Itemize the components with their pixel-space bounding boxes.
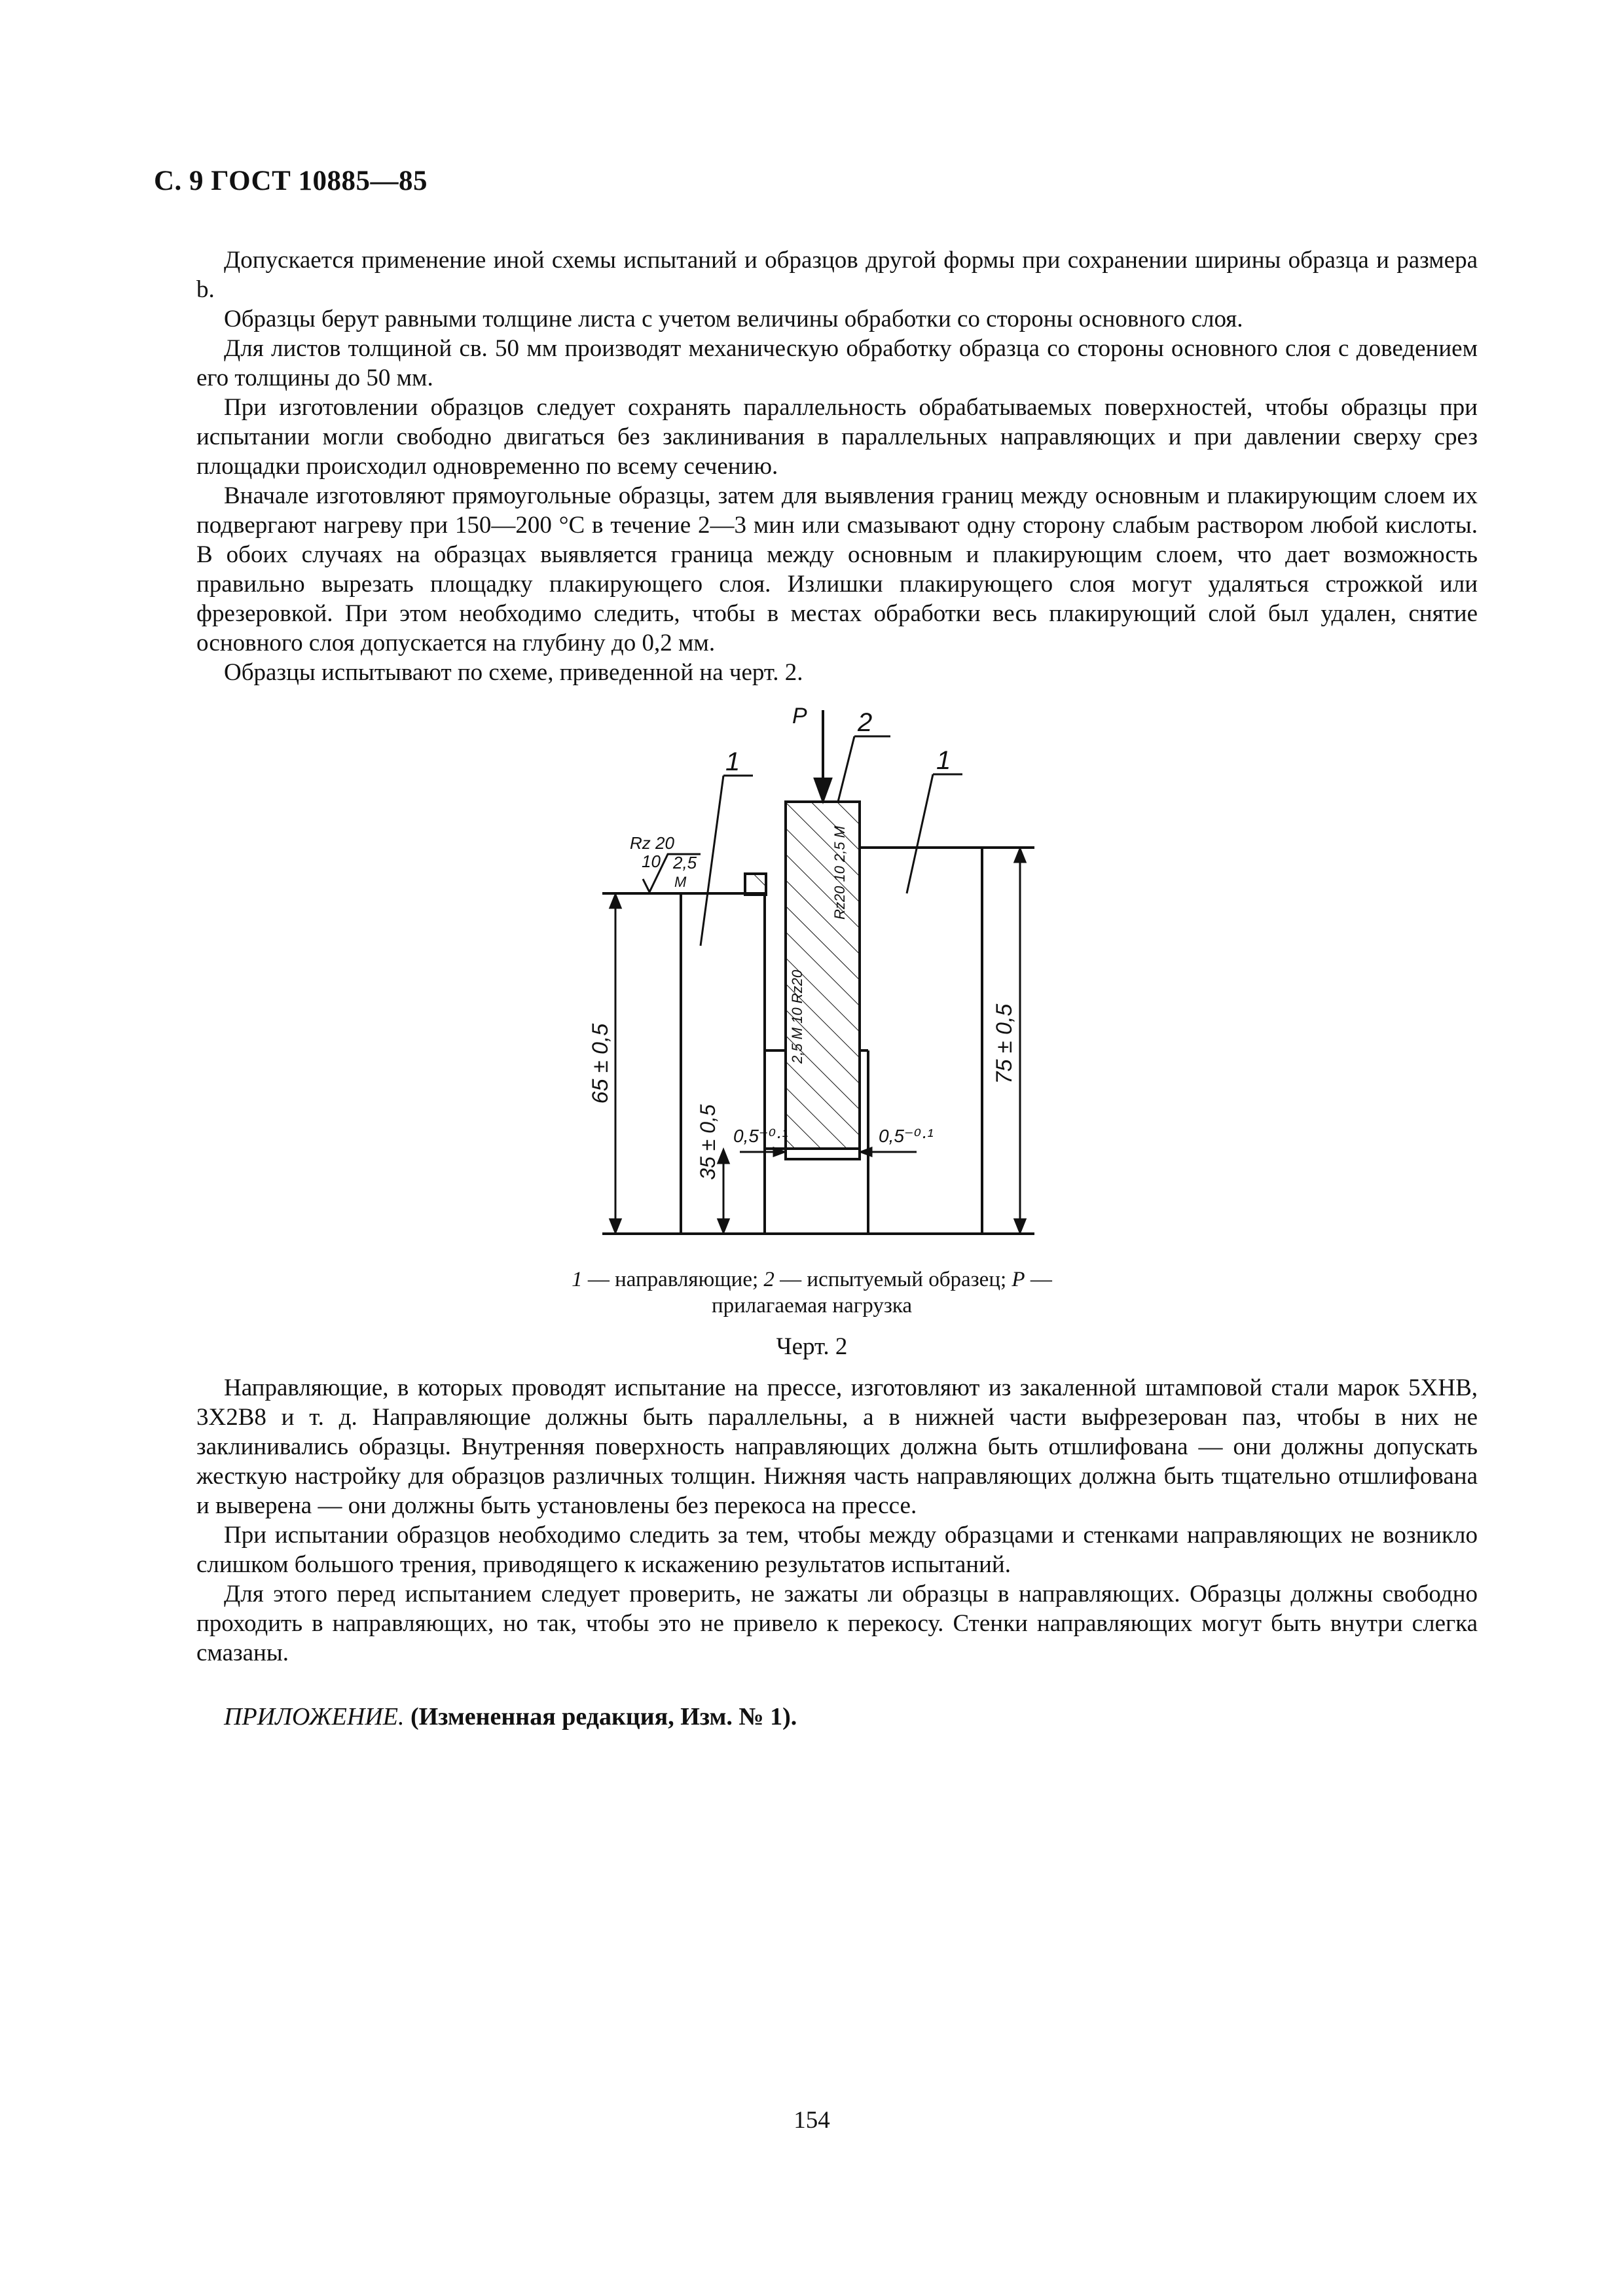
figure-caption: Черт. 2 (776, 1333, 848, 1360)
legend-text-1: — направляющие; (582, 1268, 764, 1291)
text-block-bottom (196, 1373, 1478, 1668)
load-label: P (792, 704, 807, 728)
label-guide-left: 1 (725, 747, 740, 776)
paragraph: Образцы испытывают по схеме, приведенной на черт. 2. (224, 659, 803, 686)
paragraph: Допускается применение иной схемы испытаний и образцов другой формы при сохранении ширины образца и размера b. (196, 247, 1478, 303)
roughness-specimen-bottom: 2,5 M 10 Rz20 (789, 969, 805, 1064)
paragraph: Образцы берут равными толщине листа с учетом величины обработки со стороны основного слоя. (224, 306, 1243, 332)
label-specimen: 2 (858, 708, 873, 737)
roughness-25: 2,5 (673, 853, 697, 872)
roughness-rz: Rz 20 (630, 833, 674, 853)
amendment-italic: ПРИЛОЖЕНИЕ. (224, 1703, 405, 1731)
page-header: С. 9 ГОСТ 10885—85 (154, 166, 428, 196)
plating-pad (745, 874, 766, 895)
legend-num-1: 1 (572, 1268, 583, 1291)
paragraph: При изготовлении образцов следует сохранять параллельность обрабатываемых поверхностей, чтобы образцы при испытании могли свободно двигаться без заклинивания в параллельных направляющих и при давлении сверху срез площадки происходил одновременно по всему сечению. (196, 394, 1478, 480)
roughness-m: M (674, 874, 687, 890)
dim-75: 75 ± 0,5 (992, 1003, 1017, 1085)
paragraph: Направляющие, в которых проводят испытание на прессе, изготовляют из закаленной штамповой стали марок 5ХНВ, 3Х2В8 и т. д. Направляющие должны быть параллельны, а в нижней части выфрезерован паз, чтобы в них не заклинивались образцы. Внутренняя поверхность направляющих должна быть отшлифована — они должны допускать жесткую настройку для образцов различных толщин. Нижняя часть направляющих должна быть тщательно отшлифована и выверена — они должны быть установлены без перекоса на прессе. (196, 1374, 1478, 1519)
label-guide-right: 1 (936, 746, 951, 775)
test-scheme-drawing (576, 697, 1048, 1260)
amendment-bold: (Измененная редакция, Изм. № 1). (404, 1703, 797, 1731)
figure-legend (537, 1266, 1087, 1319)
roughness-specimen-top: Rz20 10 2,5 M (831, 825, 848, 920)
dim-65: 65 ± 0,5 (588, 1023, 613, 1104)
page-number: 154 (793, 2107, 830, 2134)
paragraph: При испытании образцов необходимо следить за тем, чтобы между образцами и стенками направляющих не возникло слишком большого трения, приводящего к искажению результатов испытаний. (196, 1522, 1478, 1578)
dim-gap-right: 0,5⁻⁰·¹ (879, 1126, 934, 1146)
paragraph: Вначале изготовляют прямоугольные образцы, затем для выявления границ между основным и плакирующим слоем их подвергают нагреву при 150—200 °С в течение 2—3 мин или смазывают одну сторону слабым раствором любой кислоты. В обоих случаях на образцах выявляется граница между основным и плакирующим слоем, что дает возможность правильно вырезать площадку плакирующего слоя. Излишки плакирующего слоя могут удаляться строжкой или фрезеровкой. При этом необходимо следить, чтобы в местах обработки весь плакирующий слой был удален, снятие основного слоя допускается на глубину до 0,2 мм. (196, 482, 1478, 656)
paragraph: Для листов толщиной св. 50 мм производят механическую обработку образца со стороны основного слоя с доведением его толщины до 50 мм. (196, 335, 1478, 391)
roughness-10: 10 (642, 852, 661, 871)
legend-num-3: P (1012, 1268, 1025, 1291)
legend-text-2: — испытуемый образец; (774, 1268, 1012, 1291)
text-block-top (196, 245, 1478, 687)
legend-num-2: 2 (763, 1268, 775, 1291)
paragraph: Для этого перед испытанием следует проверить, не зажаты ли образцы в направляющих. Образцы должны свободно проходить в направляющих, но так, чтобы это не привело к перекосу. Стенки направляющих могут быть внутри слегка смазаны. (196, 1581, 1478, 1666)
dim-35: 35 ± 0,5 (696, 1104, 720, 1180)
legend-text-3: — прилагаемая нагрузка (711, 1268, 1052, 1318)
amendment-note (224, 1702, 797, 1731)
dim-gap-left: 0,5⁻⁰·¹ (733, 1126, 788, 1146)
